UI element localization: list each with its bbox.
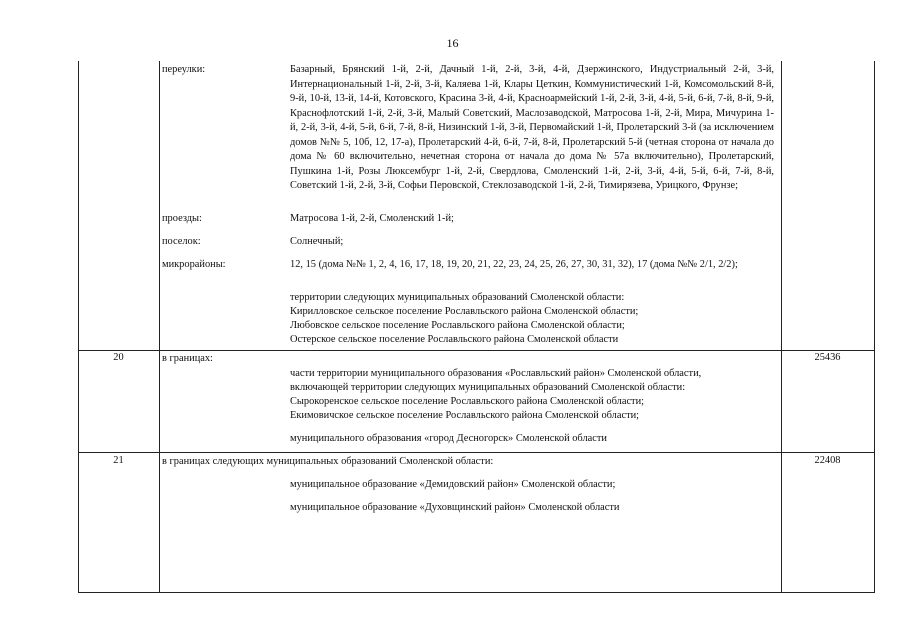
settlement-name: Солнечный; [290, 236, 344, 247]
territory-item: Кирилловское сельское поселение Рославльского района Смоленской области; [290, 306, 639, 317]
row-divider-20 [78, 350, 875, 351]
row-20-line: Екимовичское сельское поселение Рославльского района Смоленской области; [290, 410, 640, 421]
territories-heading: территории следующих муниципальных образований Смоленской области: [290, 292, 625, 303]
table-border-left [78, 61, 79, 593]
label-lanes: переулки: [162, 64, 206, 75]
row-21-value: 22408 [814, 455, 841, 466]
table-border-right [874, 61, 875, 593]
row-21-line: муниципальное образование «Демидовский район» Смоленской области; [290, 479, 616, 490]
row-21-line: муниципальное образование «Духовщинский район» Смоленской области [290, 502, 620, 513]
districts-list: 12, 15 (дома №№ 1, 2, 4, 16, 17, 18, 19, 20, 21, 22, 23, 24, 25, 26, 27, 30, 31, 32), 17 (дома №№ 2/1, 2/2); [290, 259, 738, 270]
row-20-label: в границах: [162, 353, 213, 364]
row-21-label: в границах следующих муниципальных образований Смоленской области: [162, 456, 494, 467]
row-number-21: 21 [113, 455, 124, 466]
row-20-line: Сырокоренское сельское поселение Рославльского района Смоленской области; [290, 396, 645, 407]
row-divider-21 [78, 452, 875, 453]
row-20-extra: муниципального образования «город Десногорск» Смоленской области [290, 433, 607, 444]
territory-item: Остерское сельское поселение Рославльского района Смоленской области [290, 334, 619, 345]
page-number: 16 [446, 36, 459, 50]
table-border-bottom [78, 592, 875, 593]
lanes-list: Базарный, Брянский 1-й, 2-й, Дачный 1-й, 2-й, 3-й, 4-й, Дзержинского, Индустриальный 2-й, 3-й, Интернациональный 1-й, 2-й, 3-й, Каляева 1-й, Клары Цеткин, Коммунистический 1-й, Комсомольский 8-й, 9-й, 10-й, 13-й, 14-й, Котовского, Красина 3-й, 4-й, Красноармейский 1-й, 2-й, 3-й, 4-й, 5-й, 6-й, 7-й, 8-й, 9-й, Краснофлотский 1-й, 2-й, 3-й, Малый Советский, Маслозаводской, Матросова 1-й, 2-й, Мира, Мичурина 1-й, 2-й, 3-й, 4-й, 5-й, 6-й, 7-й, 8-й, Низинский 1-й, 3-й, Первомайский 1-й, Пролетарский 3-й (за исключением домов №№ 5, 10б, 12, 17-а), Пролетарский 4-й, 6-й, 7-й, 8-й, Пролетарский 5-й (четная сторона от начала до дома № 60 включительно, нечетная сторона от начала до дома № 57а включительно), Пролетарский, Пушкина 1-й, Розы Люксембург 1-й, 2-й, Свердлова, Смоленский 1-й, 2-й, 3-й, 4-й, 5-й, 6-й, 7-й, 8-й, Советский 1-й, 2-й, 3-й, Софьи Перовской, Стеклозаводской 1-й, 2-й, Тимирязева, Урицкого, Фрунзе; [290, 64, 774, 191]
row-20-line: части территории муниципального образования «Рославльский район» Смоленской области, [290, 368, 702, 379]
label-passages: проезды: [162, 213, 202, 224]
row-20-value: 25436 [814, 352, 841, 363]
territory-item: Любовское сельское поселение Рославльского района Смоленской области; [290, 320, 625, 331]
districts-table [78, 61, 875, 593]
row-number-20: 20 [113, 352, 124, 363]
column-divider-1 [159, 61, 160, 593]
row-20-line: включающей территории следующих муниципальных образований Смоленской области: [290, 382, 686, 393]
column-divider-2 [781, 61, 782, 593]
label-districts: микрорайоны: [162, 259, 226, 270]
passages-list: Матросова 1-й, 2-й, Смоленский 1-й; [290, 213, 454, 224]
label-settlement: поселок: [162, 236, 201, 247]
